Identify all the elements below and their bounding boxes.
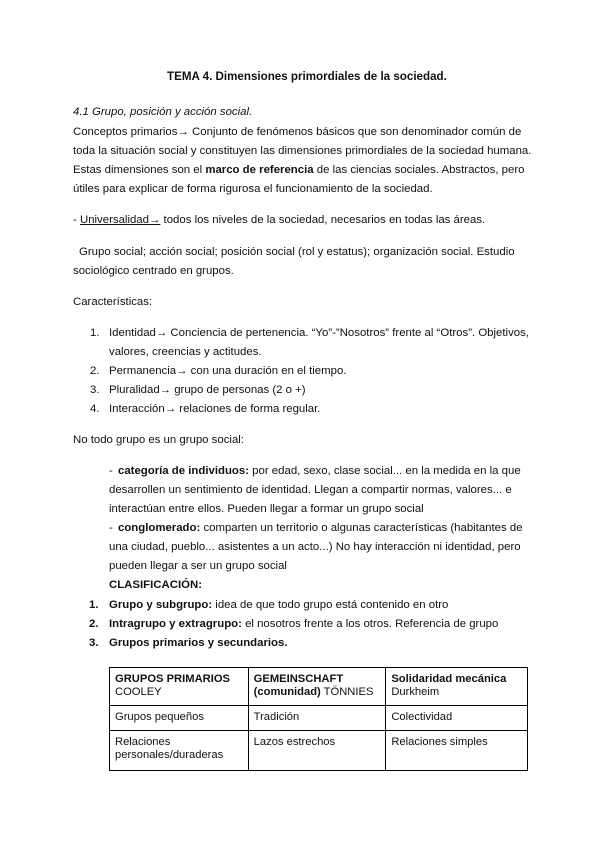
dash: -: [109, 465, 113, 477]
table-cell: Tradición: [248, 706, 386, 731]
paragraph-line: sociológico centrado en grupos.: [73, 265, 234, 277]
section-heading: 4.1 Grupo, posición y acción social.: [73, 106, 253, 118]
paragraph-line: Grupo social; acción social; posición social (rol y estatus); organización social. Estudio: [79, 246, 515, 258]
text-run: todos los niveles de la sociedad, necesarios en todas las áreas.: [160, 214, 486, 226]
dash: -: [109, 522, 113, 534]
table-header-cell: [386, 668, 528, 706]
paragraph-line: Conceptos primarios→ Conjunto de fenómenos básicos que son denominador común de: [73, 126, 522, 138]
paragraph-line: útiles para explicar de forma rigurosa el funcionamiento de la sociedad.: [73, 183, 433, 195]
table-header-cell: [248, 668, 386, 706]
list-item: [109, 596, 448, 615]
list-item: Identidad→ Conciencia de pertenencia. “Yo”-”Nosotros” frente al “Otros”. Objetivos,: [109, 327, 529, 339]
bold-term: conglomerado:: [118, 522, 201, 534]
paragraph-line: interactúan entre ellos. Pueden llegar a formar un grupo social: [109, 503, 424, 515]
table-header-cell: [110, 668, 249, 706]
list-item: Pluralidad→ grupo de personas (2 o +): [109, 384, 306, 396]
table-cell: Lazos estrechos: [248, 731, 386, 771]
list-number: 3.: [89, 637, 99, 649]
header-normal: COOLEY: [115, 686, 162, 698]
universalidad-line: [73, 211, 485, 230]
paragraph-line: una ciudad, pueblo... asistentes a un acto...) No hay interacción ni identidad, pero: [109, 541, 521, 553]
list-number: 2.: [89, 618, 99, 630]
underlined-term: Universalidad→: [79, 214, 161, 226]
list-item: valores, creencias y actitudes.: [109, 346, 262, 358]
paragraph-line: pueden llegar a ser un grupo social: [109, 560, 287, 572]
categoria-line: [118, 462, 521, 481]
bold-term: categoría de individuos:: [118, 465, 250, 477]
bold-term: Grupo y subgrupo:: [109, 599, 213, 611]
list-item: Interacción→ relaciones de forma regular.: [109, 403, 321, 415]
paragraph-line: toda la situación social y constituyen las dimensiones primordiales de la sociedad humana.: [73, 145, 532, 157]
table-row: [110, 706, 528, 731]
paragraph-line: desarrollen un sentimiento de identidad. Llegan a compartir normas, valores... e: [109, 484, 512, 496]
bold-term: marco de referencia: [205, 164, 314, 176]
header-normal: TÖNNIES: [320, 686, 374, 698]
table-cell: Colectividad: [386, 706, 528, 731]
header-bold: GEMEINSCHAFT: [253, 673, 344, 685]
grupos-table: [109, 667, 528, 771]
table-cell: Relaciones personales/duraderas: [110, 731, 249, 771]
header-normal: Durkheim: [391, 686, 440, 698]
table-row: [110, 731, 528, 771]
list-item: [109, 634, 288, 653]
bold-term: Grupos primarios y secundarios.: [109, 637, 288, 649]
page-title: TEMA 4. Dimensiones primordiales de la sociedad.: [167, 70, 447, 83]
dash: -: [73, 214, 80, 226]
header-bold: Solidaridad mecánica: [391, 673, 507, 685]
text-run: de las ciencias sociales. Abstractos, pero: [313, 164, 525, 176]
bold-term: Intragrupo y extragrupo:: [109, 618, 242, 630]
table-cell: Relaciones simples: [386, 731, 528, 771]
text-run: idea de que todo grupo está contenido en otro: [212, 599, 449, 611]
caracteristicas-label: Características:: [73, 296, 153, 308]
header-sub-bold: (comunidad): [253, 686, 321, 698]
list-number: 3.: [90, 384, 100, 396]
text-run: por edad, sexo, clase social... en la medida en la que: [249, 465, 521, 477]
text-run: Estas dimensiones son el: [73, 164, 206, 176]
conglomerado-line: [118, 519, 523, 538]
clasificacion-heading: CLASIFICACIÓN:: [109, 579, 203, 591]
text-run: comparten un territorio o algunas características (habitantes de: [200, 522, 523, 534]
list-item: [109, 615, 498, 634]
list-number: 1.: [89, 599, 99, 611]
list-number: 1.: [90, 327, 100, 339]
paragraph-line: No todo grupo es un grupo social:: [73, 434, 244, 446]
header-bold: GRUPOS PRIMARIOS: [115, 673, 230, 685]
table-header-row: [110, 668, 528, 706]
list-item: Permanencia→ con una duración en el tiempo.: [109, 365, 347, 377]
table-cell: Grupos pequeños: [110, 706, 249, 731]
list-number: 4.: [90, 403, 100, 415]
paragraph-line: [73, 161, 524, 180]
text-run: el nosotros frente a los otros. Referencia de grupo: [241, 618, 499, 630]
list-number: 2.: [90, 365, 100, 377]
